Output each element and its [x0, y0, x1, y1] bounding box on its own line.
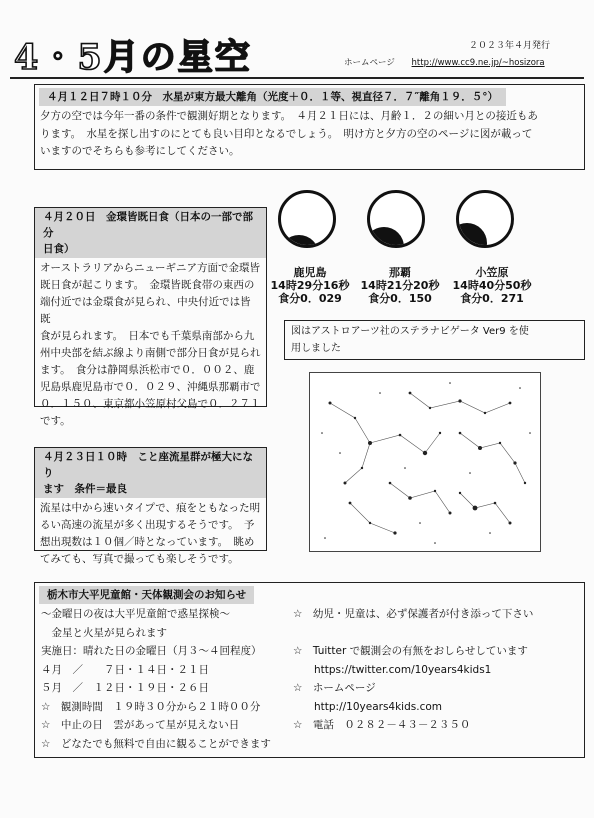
homepage-url[interactable]: http://www.cc9.ne.jp/~hosizora [411, 58, 545, 68]
mercury-heading: ４月１２日７時１０分 水星が東方最大離角（光度＋０．１等、視直径７．７″離角１９．５°） [39, 88, 506, 106]
eclipse-line: 食が見られます。 日本でも千葉県南部から九 [40, 330, 255, 342]
meteor-heading [35, 448, 266, 498]
caption-line: 用しました [291, 343, 341, 354]
notice-right-column [293, 605, 581, 735]
homepage-line [344, 56, 545, 68]
site-name: 那覇 [389, 266, 411, 279]
header-divider [10, 77, 584, 79]
eclipse-disk-kagoshima [278, 190, 336, 248]
eclipse-line: 児島県鹿児島市で０．０２９、沖縄県那覇市で [40, 381, 261, 393]
eclipse-line: 既日食が起こります。 金環皆既食帯の東西の [40, 279, 255, 291]
eclipse-disk-naha [367, 190, 425, 248]
meteor-heading-line: ４月２３日１０時 こと座流星群が極大になり [43, 451, 253, 479]
meteor-line: るい高速の流星が多く出現するそうです。 予 [40, 519, 255, 531]
meteor-section [34, 447, 267, 565]
site-label-kagoshima [270, 266, 350, 305]
star-map [309, 372, 541, 552]
moon-shadow [367, 227, 404, 248]
notice-line: ☆ どなたでも無料で自由に観ることができます [41, 737, 271, 750]
site-magnitude: 食分0．029 [278, 292, 342, 305]
site-time: 14時40分50秒 [452, 279, 532, 292]
eclipse-line: ０．１５０、東京都小笠原村父島で０．２７１ [40, 398, 261, 410]
twitter-url[interactable]: https://twitter.com/10years4kids1 [293, 663, 492, 676]
caption-line: 図はアストロアーツ社のステラナビゲータ Ver9 を使 [291, 326, 529, 337]
notice-heading: 栃木市大平児童館・天体観測会のお知らせ [39, 586, 254, 604]
eclipse-heading-line: ４月２０日 金環皆既日食（日本の一部で部分 [43, 211, 253, 239]
notice-line: ☆ 幼児・児童は、必ず保護者が付き添って下さい [293, 608, 534, 620]
notice-line: 金星と火星が見られます [41, 626, 167, 639]
site-name: 鹿児島 [293, 266, 327, 279]
meteor-line: 流星は中から速いタイプで、痕をともなった明 [40, 502, 261, 514]
site-label-ogasawara [450, 266, 534, 305]
website-url[interactable]: http://10years4kids.com [293, 700, 442, 713]
eclipse-line: ます。 食分は静岡県浜松市で０．００２、鹿 [40, 364, 255, 376]
eclipse-line: 端付近では金環食が見られ、中央付近では皆既 [40, 296, 251, 325]
moon-shadow [279, 235, 319, 248]
meteor-body [35, 498, 266, 571]
notice-line: ４月 ／ ７日・１４日・２１日 [41, 663, 209, 676]
mercury-line: いますのでそちらも参考にしてください。 [40, 145, 240, 157]
eclipse-line: 州中央部を結ぶ線より南側で部分日食が見られ [40, 347, 261, 359]
notice-line: ☆ 中止の日 雲があって星が見えない日 [41, 719, 240, 731]
moon-shadow [456, 223, 487, 248]
notice-line: ☆ Tuitter で観測会の有無をおしらせしています [293, 645, 528, 657]
eclipse-line: オーストラリアからニューギニア方面で金環皆 [40, 262, 260, 274]
site-time: 14時29分16秒 [270, 279, 350, 292]
page-title: 4・5月の星空 [14, 37, 252, 78]
eclipse-heading-line: 日食） [43, 243, 75, 255]
mercury-section [34, 84, 585, 170]
notice-line: ～金曜日の夜は大平児童館で惑星探検～ [41, 608, 230, 620]
eclipse-heading [35, 208, 266, 258]
meteor-heading-line: ます 条件＝最良 [43, 483, 127, 495]
notice-left-column [41, 605, 301, 753]
eclipse-section [34, 207, 267, 427]
site-magnitude: 食分0．271 [460, 292, 524, 305]
site-label-naha [360, 266, 440, 305]
figure-caption [284, 320, 585, 360]
issue-date: ２０２３年４月発行 [468, 41, 550, 51]
site-time: 14時21分20秒 [360, 279, 440, 292]
star-map-drawing [310, 373, 540, 551]
site-magnitude: 食分0．150 [368, 292, 432, 305]
site-name: 小笠原 [475, 266, 509, 279]
notice-line: ５月 ／ １２日・１９日・２６日 [41, 682, 209, 694]
observation-notice [34, 582, 585, 758]
notice-line: ☆ 観測時間 １９時３０分から２１時００分 [41, 700, 261, 713]
eclipse-line: です。 [40, 415, 71, 427]
homepage-label: ホームページ [344, 58, 395, 68]
mercury-line: ります。 水星を探し出すのにとても良い目印となるでしょう。 明け方と夕方の空のページに図が載って [40, 127, 533, 140]
phone-line: ☆ 電話 ０２８２－４３－２３５０ [293, 719, 471, 731]
mercury-body [35, 106, 584, 164]
notice-line [293, 624, 581, 643]
mercury-line: 夕方の空では今年一番の条件で観測好期となります。 ４月２１日には、月齢１．２の細い月との接近もあ [40, 110, 538, 122]
notice-line: ☆ ホームページ [293, 682, 376, 694]
notice-line: 実施日：晴れた日の金曜日（月３～４回程度） [41, 645, 262, 657]
meteor-line: 想出現数は１０個／時となっています。 眺め [40, 536, 255, 548]
eclipse-body [35, 258, 266, 433]
eclipse-disk-ogasawara [456, 190, 514, 248]
meteor-line: てみても、写真で撮っても楽しそうです。 [40, 553, 239, 565]
